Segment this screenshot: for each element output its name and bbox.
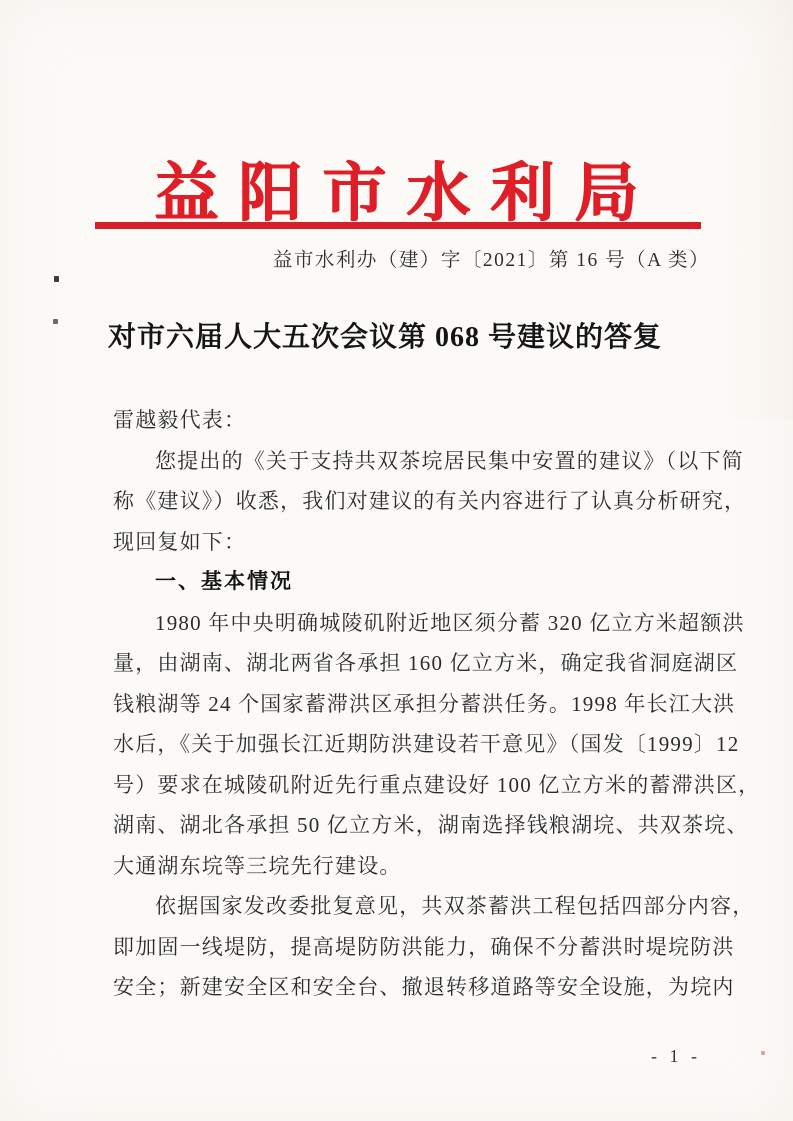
document-body (113, 400, 761, 1008)
body-line: 湖南、湖北各承担 50 亿立方米，湖南选择钱粮湖垸、共双茶垸、 (113, 813, 749, 837)
body-line: 依据国家发改委批复意见，共双茶蓄洪工程包括四部分内容， (155, 894, 755, 918)
salutation: 雷越毅代表： (113, 408, 247, 432)
document-reference-number: 益市水利办（建）字〔2021〕第 16 号（A 类） (272, 250, 710, 271)
body-line: 称《建议》）收悉，我们对建议的有关内容进行了认真分析研究， (113, 489, 747, 513)
document-title: 对市六届人大五次会议第 068 号建议的答复 (107, 322, 662, 353)
body-line: 安全；新建安全区和安全台、撤退转移道路等安全设施，为垸内 (113, 975, 735, 999)
page-number: - 1 - (651, 1046, 701, 1066)
body-line: 1980 年中央明确城陵矶附近地区须分蓄 320 亿立方米超额洪 (155, 610, 745, 635)
body-line: 您提出的《关于支持共双茶垸居民集中安置的建议》（以下简 (155, 448, 744, 473)
body-line: 量，由湖南、湖北两省各承担 160 亿立方米，确定我省洞庭湖区 (113, 651, 739, 675)
body-line: 即加固一线堤防，提高堤防防洪能力，确保不分蓄洪时堤垸防洪 (113, 934, 735, 959)
agency-letterhead-title: 益阳市水利局 (154, 158, 659, 229)
scan-speck (761, 1051, 765, 1055)
body-line: 钱粮湖等 24 个国家蓄滞洪区承担分蓄洪任务。1998 年长江大洪 (113, 691, 736, 716)
body-line: 水后，《关于加强长江近期防洪建设若干意见》（国发〔1999〕12 (113, 732, 740, 756)
body-line: 大通湖东垸等三垸先行建设。 (113, 853, 402, 878)
body-line: 现回复如下： (113, 529, 247, 554)
body-line: 号）要求在城陵矶附近先行重点建设好 100 亿立方米的蓄滞洪区， (113, 772, 761, 797)
letterhead-red-separator (95, 222, 701, 229)
section-heading: 一、基本情况 (155, 570, 293, 593)
scan-speck (54, 276, 59, 282)
